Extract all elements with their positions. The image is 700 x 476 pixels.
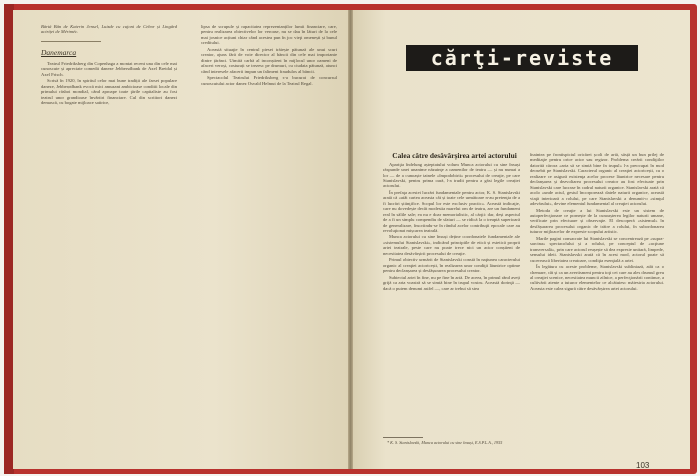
paragraph: În prefaţa acestei lucrări fundamentale pentru actor, K. S. Stanislavski arată că «atât cartea aceasta cât și toate cele următoare n-au pretenţia de a fi lucrări știinţifice. Scopul lor este exclusiv practic». Această indicaţie, care nu dovedește decât modestia marelui om de teatru, are un fundament real în sălile sale; ea nu e doar memorialistic, al cărţii: dar, deși aspectul de a fi un simplu compendiu de sfaturi — se ridică la o treaptă superioară de generalizare, înscriindu-se în rândul acelor contribuţii epocale care au revoluţionat mișcarea teatrală. [383,189,520,234]
section-divider [41,41,101,42]
paragraph: Metoda de creaţie a lui Stanislavski este un sistem de autoperfecţionare ce pornește de la cunoașterea legilor naturii umane, verificate prin efectuare și observaţie. El descoperă «sistemul» în desfășurarea procesului organic de trăire a rolului, în subordonarea tuturor mijloacelor de expresie scopului artistic. [530,207,664,235]
section-heading-danemarca: Danemarca [41,47,77,57]
paragraph: Marile pagini consacrate lui Stanislavski se concentrează pe «supra-sarcina» spectacolului și a rolului, pe conceptul de «acţiune transversală», prin care actorul reușește să dea expresie unitară, limpede, sensului ideii. Stanislavski arată că în acest mod, actorul poate să cucerească libertatea creatoare, condiţia esenţială a artei. [530,235,664,263]
book-gutter [348,10,353,469]
paragraph: Teatrul Friedriksberg din Copenhaga a montat recent una din cele mai cunoscute și apreciate comedii daneze Jebbersdbank de Axel Breidal și Axel Frisch. [41,60,177,77]
paragraph: Subiectul artei în fine, nu pe fine în artă. De aceea, în primul rând aveți grijă ca arta voastră să se simtă bine în trupul vostru. Această dorinţă — dacă o putem denumi astfel —, care ar trebui să stea [383,274,520,291]
paragraph: Această situaţie în centrul piesei trăiește pătunză ale unui scurt creator, ajuns fără de voie director al băncii din cele mai importante dintre țărănci. Uimită carbă al inconștient în mijlocul unor oameni de afaceri veroși, costurați se trezesc pe drumuri, cu ciudata pătunză, atunci când interesele afacerii impun un faliment fraudulos al băncii. [201,46,337,74]
banner-title: cărţi-reviste [430,46,614,70]
paragraph: Scrisă în 1920, în spiritul celor mai bune tradiții ale farsei populare daneze, Jebberødbank evocă mici amuzant ambicioase conditii locale din primului răsboi mondial, când aproape toate ţările capitaliste au fost teatrul unor grandioase învârtiri financiare. Cul din scriitori danezi demască, cu bogate mijloace satirice, [41,78,177,106]
left-column-1 [41,24,177,274]
intro-text: Bărtă Bân de Katerin Jensel, Luizde cu cujoni de Cebor și Lingârd actriței de Mériméc. [41,24,177,35]
paragraph: lipsa de scrupule și rapacitatea reprezentanților lumii financiare, care, pentru realizarea obiectivelor lor veroase, nu se dau în lături de la cele mai josnice acțiuni chiar când acestea pun în joc vieţi omenești și bunul creditului. [201,24,337,46]
section-banner [406,45,638,71]
article-title: Calea către desăvârșirea artei actorului [392,152,517,160]
paragraph: Spectacolul Teatrului Friedriksberg s-a bucurat de concursul cunoscutului actor danez Osvald Helmut de la Teatrul Regal. [201,75,337,86]
paragraph: În legătura cu aceste probleme, Stanislavski subliniază, atât ca o chemare, cât și ca un avertisment pentru toţi cei care au ales drumul greu al creaţiei scenice, necesitatea muncii zilnice, a perfecţionării continue, a cultivării atente a tuturor elementelor ce alcătuiesc măiestria actorului. Aceasta este calea sigură către desăvârșirea artei actorului. [530,264,664,291]
right-column-1 [383,152,520,462]
footnote: * K. S. Stanislavski, Munca actorului cu sine însuși, E.S.P.L.A., 1955 [387,440,503,445]
footnote-divider [383,437,423,438]
paragraph: Munca actorului cu sine însuși deține coordonatele fundamentale ale «sistemului Stanislavski», indicând principiile de etică și estetică proprii artei teatrale, peste care nu poate trece nici un actor conștient de necesitatea desăvârșirii procesului de creaţie. [383,234,520,256]
paragraph: Primul obiectiv urmărit de Stanislavski constă în naţiunea caracterului organic al creaţiei actoricești, în realizarea unor condiţii lăuntrice optime pentru declanșarea și desfășurarea procesului creator. [383,257,520,274]
right-column-2 [530,152,664,447]
paragraph: înaintea pe frontispiciul oricărei școli de artă, săsță un bun prilej de meditaţie pentru orice actor sau regizor. Problema creării condiţiilor datorită cărora «arta să se simtă bine în trupul» l-a preocupat în mod deosebit pe Stanislavski. Caracterul organic al creaţiei actoricești, cu o realizare ce asigură existenţa acelor procese lăuntrice necesare pentru declanșarea și dezvoltarea procesului creator au fost efectuate prin Stanislavski care lucrase în cadrul naturii organice. Stanislavski arată că acolo «unde actul, gestul încorporează datele naturii organice, această viaţă interioară a rolului, pe care Stanislavski a denumit-o «simţul adevărului», devine elementul fundamental al creaţiei actorului. [530,152,664,207]
left-column-2 [201,24,337,184]
paragraph: Apariţia îndelung așteptatului volum Munca actorului cu sine însuși răspunde unei unanime năzuinţe a oamenilor de teatru — și nu numai a lor — de a cunoaște tainele «împodobirii» procesului de creaţie, pe care Stanislavski, pentru prima oară, l-a trudit pentru a găsi legile creației actorului. [383,161,520,189]
page-number: 103 [636,461,650,470]
